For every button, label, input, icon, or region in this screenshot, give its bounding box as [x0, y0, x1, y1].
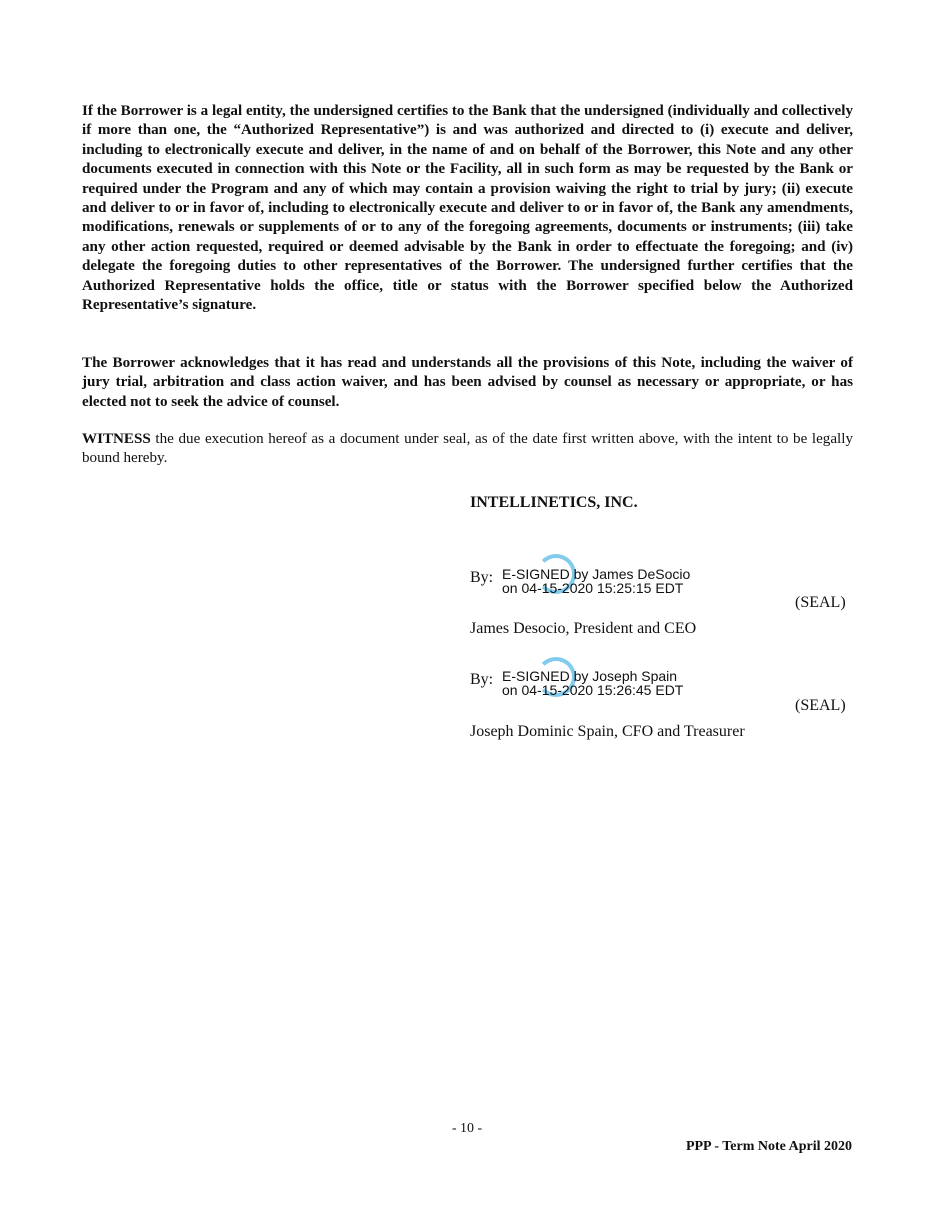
- by-label-2: By:: [470, 671, 494, 688]
- acknowledgment-paragraph: The Borrower acknowledges that it has read and understands all the provisions of this Note, including the waiver of jury trial, arbitration and class action waiver, and has been advised by counsel as necessary or appropriate, or has elected not to seek the advice of counsel.: [82, 355, 853, 410]
- company-name: INTELLINETICS, INC.: [470, 494, 638, 511]
- witness-text: the due execution hereof as a document under seal, as of the date first written above, with the intent to be legally bound hereby.: [82, 431, 853, 467]
- witness-lead: WITNESS: [82, 431, 151, 447]
- seal-label-2: (SEAL): [795, 697, 846, 714]
- signer-name-1: James Desocio, President and CEO: [470, 620, 697, 637]
- esign-line-1: E-SIGNED by James DeSocio: [502, 566, 691, 582]
- document-footer: PPP - Term Note April 2020: [685, 1139, 852, 1154]
- esign-stamp-1: [502, 567, 690, 595]
- seal-label-1: (SEAL): [795, 594, 846, 611]
- esign-stamp-2: [502, 669, 683, 697]
- esign-line-2: on 04-15-2020 15:25:15 EDT: [502, 580, 684, 596]
- page-number: - 10 -: [451, 1121, 483, 1136]
- by-label-1: By:: [470, 569, 494, 586]
- esign-line-2: on 04-15-2020 15:26:45 EDT: [502, 682, 684, 698]
- esign-line-1: E-SIGNED by Joseph Spain: [502, 668, 678, 684]
- authorization-paragraph: If the Borrower is a legal entity, the undersigned certifies to the Bank that the undersigned (individually and collectively if more than one, the “Authorized Representative”) is and was authorized and directed to (i) execute and deliver, including to electronically execute and deliver, in the name of and on behalf of the Borrower, this Note and any other documents executed in connection with this Note or the Facility, all in such form as may be requested by the Bank or required under the Program and any of which may contain a provision waiving the right to trial by jury; (ii) execute and deliver to or in favor of, including to electronically execute and deliver to or in favor of, the Bank any amendments, modifications, renewals or supplements of or to any of the foregoing agreements, documents or instruments; (iii) take any other action requested, required or deemed advisable by the Bank in order to effectuate the foregoing; and (iv) delegate the foregoing duties to other representatives of the Borrower. The undersigned further certifies that the Authorized Representative holds the office, title or status with the Borrower specified below the Authorized Representative’s signature.: [82, 103, 853, 314]
- signer-name-2: Joseph Dominic Spain, CFO and Treasurer: [470, 723, 745, 740]
- witness-paragraph: [82, 430, 853, 469]
